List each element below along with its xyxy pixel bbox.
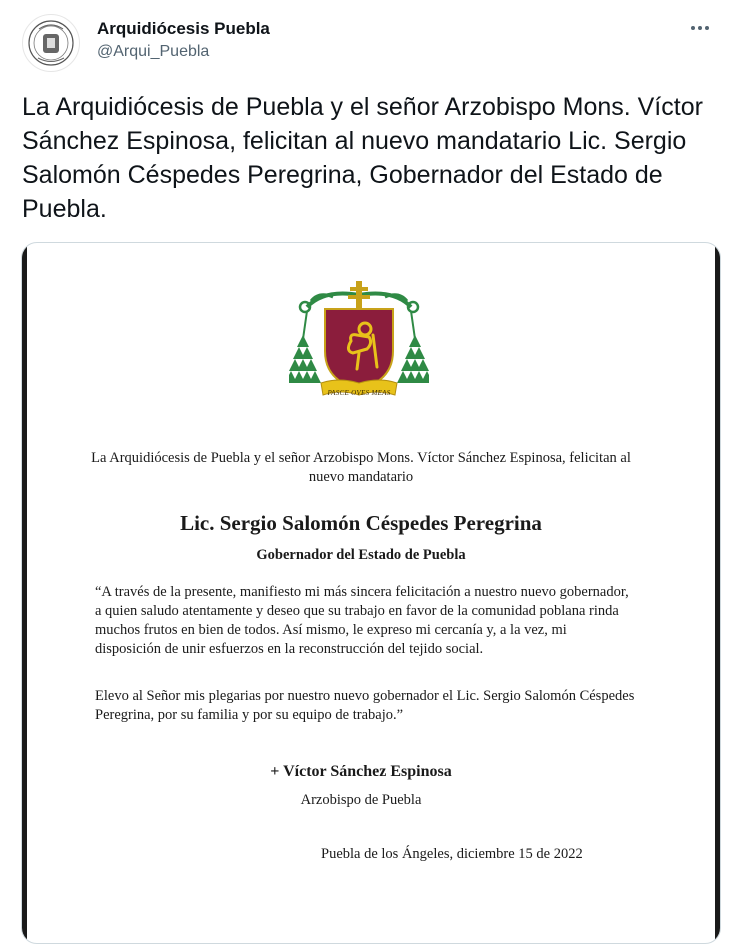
- letter-recipient: Lic. Sergio Salomón Céspedes Peregrina: [180, 511, 542, 535]
- letter-recipient-office: Gobernador del Estado de Puebla: [256, 547, 466, 563]
- letter-paragraph-1: “A través de la presente, manifiesto mi más sincera felicitación a nuestro nuevo gobernador, a quien saludo atentamente y deseo que su trabajo en favor de la comunidad poblana rinda muchos frutos en bien de todos. Así mismo, le expreso mi cercanía y, a la vez, mi disposición de unir esfuerzos en la reconstrucción del tejido social.: [95, 584, 629, 657]
- letter-paragraph-2: Elevo al Señor mis plegarias por nuestro nuevo gobernador el Lic. Sergio Salomón Céspedes Peregrina, por su familia y por su equipo de trabajo.”: [95, 688, 635, 723]
- author-display-name[interactable]: Arquidiócesis Puebla: [97, 19, 270, 38]
- tweet-text: La Arquidiócesis de Puebla y el señor Arzobispo Mons. Víctor Sánchez Espinosa, felicitan al nuevo mandatario Lic. Sergio Salomón Céspedes Peregrina, Gobernador del Estado de Puebla.: [22, 93, 703, 223]
- tweet-author: [97, 18, 270, 63]
- letter-place-date: Puebla de los Ángeles, diciembre 15 de 2022: [321, 846, 583, 862]
- tweet-media-image[interactable]: [21, 242, 721, 944]
- letter-signer: + Víctor Sánchez Espinosa: [270, 763, 452, 780]
- letter-signer-title: Arzobispo de Puebla: [300, 792, 422, 808]
- author-handle[interactable]: @Arqui_Puebla: [97, 43, 210, 60]
- letter-intro: La Arquidiócesis de Puebla y el señor Arzobispo Mons. Víctor Sánchez Espinosa, felicitan al nuevo mandatario: [91, 450, 631, 485]
- more-options-button[interactable]: [682, 14, 718, 42]
- author-avatar[interactable]: [22, 14, 80, 72]
- archdiocese-seal-icon: [23, 15, 79, 71]
- letter-document: [27, 243, 715, 943]
- coat-of-arms-motto: PASCE OVES MEAS: [327, 389, 391, 397]
- more-dots-icon: [690, 25, 710, 31]
- episcopal-coat-of-arms-icon: [289, 277, 429, 405]
